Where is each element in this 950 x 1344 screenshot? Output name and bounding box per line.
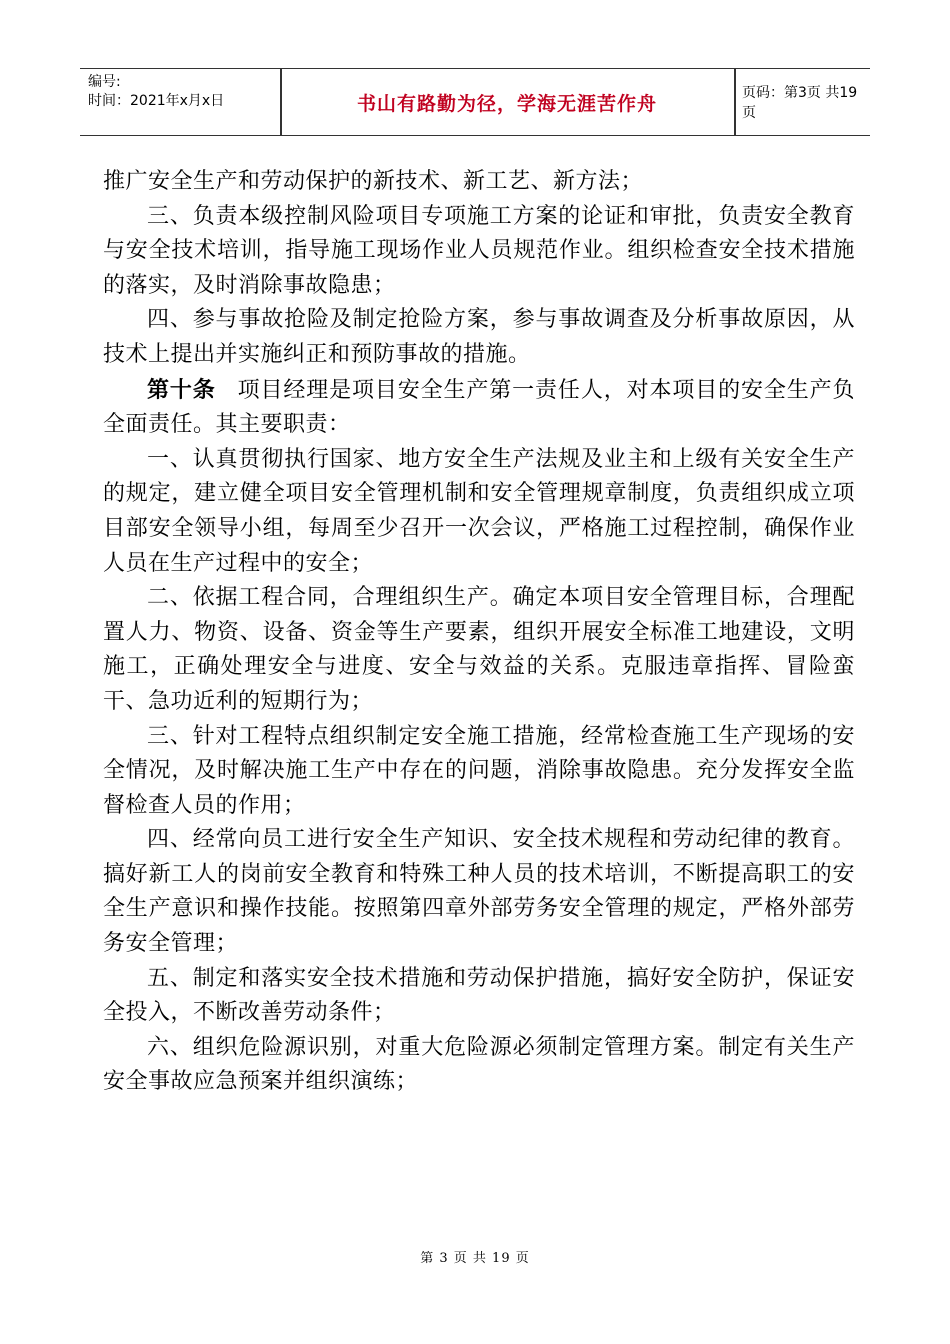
paragraph-text: 三、针对工程特点组织制定安全施工措施，经常检查施工生产现场的安全情况，及时解决施工生产中存在的问题，消除事故隐患。充分发挥安全监督检查人员的作用； [103,723,855,818]
page-footer: 第 3 页 共 19 页 [420,1251,530,1266]
paragraph [103,443,855,581]
paragraph-text: 三、负责本级控制风险项目专项施工方案的论证和审批，负责安全教育与安全技术培训，指导施工现场作业人员规范作业。组织检查安全技术措施的落实，及时消除事故隐患； [103,203,855,298]
time-label: 时间：2021年x月x日 [88,93,225,109]
paragraph-text: 一、认真贯彻执行国家、地方安全生产法规及业主和上级有关安全生产的规定，建立健全项目安全管理机制和安全管理规章制度，负责组织成立项目部安全领导小组，每周至少召开一次会议，严格施工过程控制，确保作业人员在生产过程中的安全； [103,446,855,576]
paragraph-text: 五、制定和落实安全技术措施和劳动保护措施，搞好安全防护，保证安全投入，不断改善劳动条件； [103,965,855,1026]
header-divider [734,69,736,135]
paragraph-text: 四、经常向员工进行安全生产知识、安全技术规程和劳动纪律的教育。搞好新工人的岗前安全教育和特殊工种人员的技术培训，不断提高职工的安全生产意识和操作技能。按照第四章外部劳务安全管理的规定，严格外部劳务安全管理； [103,827,855,957]
article-paragraph [103,373,855,443]
header-motto: 书山有路勤为径，学海无涯苦作舟 [356,92,657,115]
paragraph [103,200,855,304]
paragraph-text: 二、依据工程合同，合理组织生产。确定本项目安全管理目标，合理配置人力、物资、设备、资金等生产要素，组织开展安全标准工地建设，文明施工，正确处理安全与进度、安全与效益的关系。克服违章指挥、冒险蛮干、急功近利的短期行为； [103,585,855,714]
article-number: 第十条 [147,376,216,403]
paragraph-text: 四、参与事故抢险及制定抢险方案，参与事故调查及分析事故原因，从技术上提出并实施纠正和预防事故的措施。 [103,307,855,367]
header-meta [88,73,224,111]
paragraph-text: 六、组织危险源识别，对重大危险源必须制定管理方案。制定有关生产安全事故应急预案并组织演练； [103,1034,855,1095]
document-body [103,165,855,1100]
paragraph [103,823,855,961]
paragraph-text: 推广安全生产和劳动保护的新技术、新工艺、新方法； [103,169,644,194]
serial-label: 编号: [88,74,121,90]
paragraph [103,720,855,824]
paragraph [103,962,855,1031]
paragraph [103,1031,855,1100]
header-page-info: 页码：第3页 共19页 [742,85,858,121]
paragraph [103,581,855,719]
paragraph [103,165,855,200]
page-header [80,68,870,136]
paragraph [103,303,855,372]
paragraph-text: 项目经理是项目安全生产第一责任人，对本项目的安全生产负全面责任。其主要职责： [103,377,855,438]
